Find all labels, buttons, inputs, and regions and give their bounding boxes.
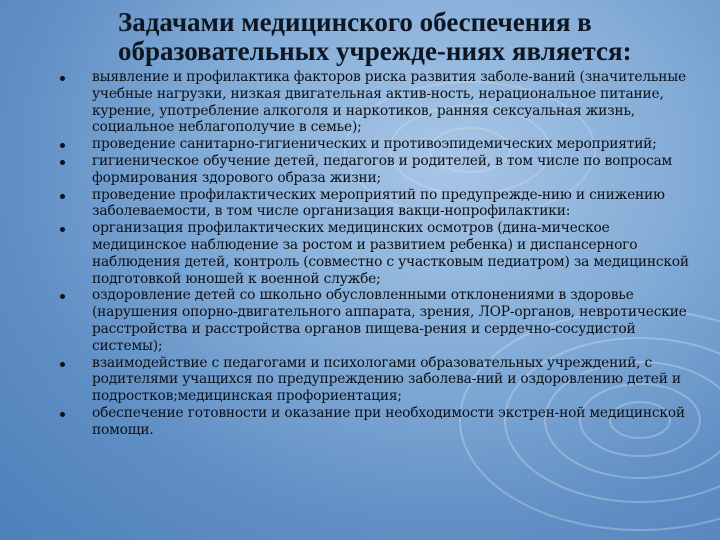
bullet-dot-icon (60, 362, 65, 367)
list-item-text: оздоровление детей со школьно обусловленными отклонениями в здоровье (нарушения опорно-двигательного аппарата, зрения, ЛОР-органов, невротические расстройства и расстройства органов пищева-рения и сердечно-сосудистой системы); (92, 287, 687, 354)
slide-title: Задачами медицинского обеспечения в образовательных учрежде-ниях является: (118, 7, 632, 66)
bullet-dot-icon (60, 412, 65, 417)
list-item-text: обеспечение готовности и оказание при необходимости экстрен-ной медицинской помощи. (92, 404, 685, 438)
bullet-dot-icon (60, 194, 65, 199)
bullet-dot-icon (60, 160, 65, 165)
bullet-dot-icon (60, 143, 65, 148)
list-item (58, 187, 708, 221)
list-item (58, 405, 708, 439)
list-item-text: гигиеническое обучение детей, педагогов и родителей, в том числе по вопросам формирования здорового образа жизни; (92, 152, 673, 186)
list-item (58, 153, 708, 187)
list-item-text: проведение санитарно-гигиенических и противоэпидемических мероприятий; (92, 136, 657, 153)
list-item-text: проведение профилактических мероприятий по предупрежде-нию и снижению заболеваемости, в том числе организация вакци-нопрофилактики: (92, 186, 665, 220)
list-item (58, 355, 708, 405)
bullet-dot-icon (60, 76, 65, 81)
list-item (58, 287, 708, 354)
bullet-dot-icon (60, 294, 65, 299)
task-list (58, 69, 708, 439)
list-item-text: взаимодействие с педагогами и психологами образовательных учреждений, с родителями учащихся по предупреждению заболева-ний и оздоровлению детей и подростков;медицинская профориентация; (92, 354, 681, 405)
list-item (58, 136, 708, 153)
bullet-dot-icon (60, 227, 65, 232)
list-item (58, 220, 708, 287)
list-item-text: организация профилактических медицинских осмотров (дина-мическое медицинское наблюдение за ростом и развитием ребенка) и диспансерного наблюдения детей, контроль (совместно с участковым педиатром) за медицинской подготовкой юношей к военной службе; (92, 220, 689, 287)
list-item (58, 69, 708, 136)
list-item-text: выявление и профилактика факторов риска развития заболе-ваний (значительные учебные нагрузки, низкая двигательная актив-ность, нерациональное питание, курение, употребление алкоголя и наркотиков, ранняя сексуальная жизнь, социальное неблагополучие в семье); (92, 69, 686, 136)
